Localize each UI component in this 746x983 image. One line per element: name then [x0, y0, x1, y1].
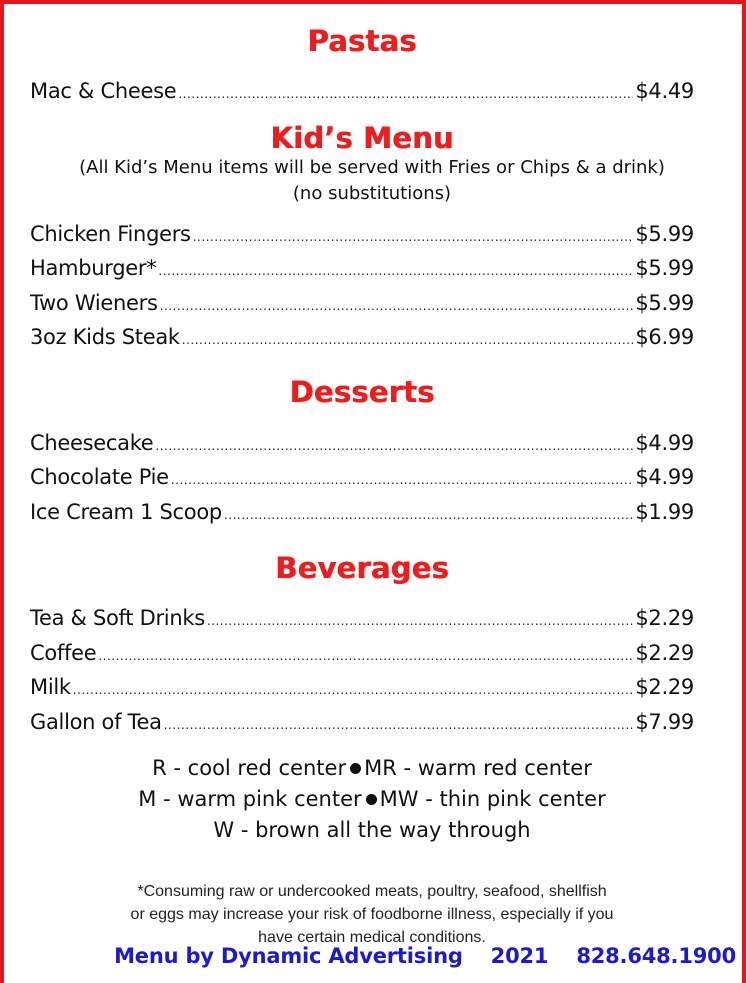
leader-dots	[158, 256, 633, 288]
leader-dots	[160, 291, 634, 323]
doneness-line-2	[30, 784, 714, 815]
doneness-m: M - warm pink center	[138, 787, 362, 811]
menu-item-ice-cream	[30, 497, 694, 532]
item-name: Milk	[30, 675, 71, 699]
kids-note-sides: (All Kid’s Menu items will be served with Fries or Chips & a drink)	[79, 156, 665, 178]
menu-item-cheesecake	[30, 428, 694, 463]
item-name: Mac & Cheese	[30, 79, 177, 103]
menu-item-tea-soft-drinks	[30, 603, 694, 638]
item-name: Gallon of Tea	[30, 709, 162, 734]
menu-item-chocolate-pie	[30, 462, 694, 497]
leader-dots	[164, 710, 634, 742]
menu-item-kids-steak	[30, 322, 694, 357]
item-name: Tea & Soft Drinks	[30, 606, 205, 630]
item-name: Two Wieners	[30, 290, 158, 315]
item-price: $4.49	[635, 79, 694, 103]
footer-year: 2021	[490, 944, 549, 968]
desserts-section	[30, 357, 694, 532]
kids-section	[30, 111, 694, 357]
menu-item-milk	[30, 672, 694, 707]
item-price: $2.29	[635, 606, 694, 630]
leader-dots	[98, 641, 633, 673]
item-name: Ice Cream 1 Scoop	[30, 499, 222, 524]
doneness-r: R - cool red center	[152, 756, 347, 780]
item-price: $7.99	[635, 709, 694, 734]
doneness-line-1	[30, 753, 714, 784]
leader-dots	[155, 431, 633, 463]
doneness-w: W - brown all the way through	[213, 818, 531, 842]
item-price: $5.99	[635, 221, 694, 246]
item-name: Chocolate Pie	[30, 465, 169, 489]
pastas-title: Pastas	[307, 24, 417, 58]
item-price: $1.99	[635, 499, 694, 524]
item-name: Cheesecake	[30, 430, 154, 455]
disclaimer-line-1: *Consuming raw or undercooked meats, poultry, seafood, shellfish	[137, 883, 607, 900]
beverages-title: Beverages	[275, 551, 449, 585]
item-price: $4.99	[635, 465, 694, 489]
leader-dots	[193, 222, 634, 254]
leader-dots	[73, 675, 634, 707]
pastas-section	[30, 4, 694, 111]
item-price: $2.29	[635, 675, 694, 699]
item-name: Hamburger*	[30, 256, 157, 280]
disclaimer-line-3: have certain medical conditions.	[258, 929, 486, 946]
leader-dots	[171, 465, 634, 497]
doneness-mw: MW - thin pink center	[379, 787, 606, 811]
menu-item-chicken-fingers	[30, 219, 694, 254]
menu-item-mac-cheese	[30, 76, 694, 111]
footer-credit	[114, 944, 736, 968]
doneness-mr: MR - warm red center	[364, 756, 592, 780]
beverages-section	[30, 531, 694, 741]
disclaimer	[30, 846, 694, 949]
item-price: $5.99	[635, 290, 694, 315]
menu-item-coffee	[30, 638, 694, 673]
item-price: $6.99	[635, 325, 694, 349]
leader-dots	[207, 606, 634, 638]
footer-credit-text: Menu by Dynamic Advertising	[114, 944, 463, 968]
doneness-key	[30, 741, 694, 846]
doneness-line-3	[30, 815, 714, 846]
menu-item-two-wieners	[30, 288, 694, 323]
item-name: Coffee	[30, 640, 97, 665]
leader-dots	[182, 325, 634, 357]
leader-dots	[224, 500, 633, 532]
menu-item-hamburger	[30, 253, 694, 288]
item-name: Chicken Fingers	[30, 221, 191, 246]
kids-note-substitutions: (no substitutions)	[292, 182, 452, 204]
item-name: 3oz Kids Steak	[30, 325, 180, 349]
bullet-icon	[366, 794, 377, 805]
item-price: $4.99	[635, 430, 694, 455]
desserts-title: Desserts	[289, 374, 435, 409]
kids-title: Kid’s Menu	[270, 120, 454, 155]
item-price: $5.99	[635, 256, 694, 280]
footer-phone: 828.648.1900	[576, 944, 736, 968]
menu-item-gallon-of-tea	[30, 707, 694, 742]
leader-dots	[178, 79, 633, 111]
bullet-icon	[350, 763, 361, 774]
disclaimer-line-2: or eggs may increase your risk of foodborne illness, especially if you	[130, 906, 614, 923]
item-price: $2.29	[635, 640, 694, 665]
